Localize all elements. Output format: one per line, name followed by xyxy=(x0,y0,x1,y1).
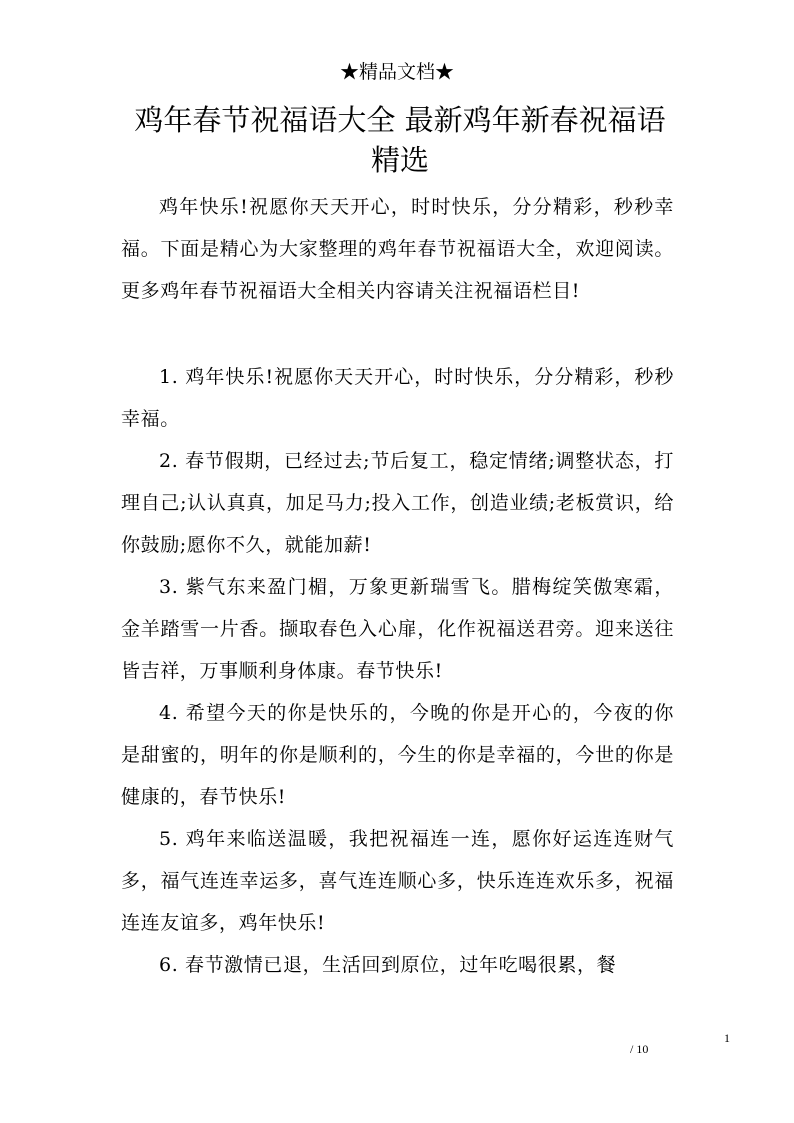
document-header-mark: ★精品文档★ xyxy=(339,61,454,83)
blessing-item-5: 5. 鸡年来临送温暖，我把祝福连一连，愿你好运连连财气多，福气连连幸运多，喜气连连顺心多，快乐连连欢乐多，祝福连连友谊多，鸡年快乐! xyxy=(121,828,674,934)
blessing-item-1: 1. 鸡年快乐!祝愿你天天开心，时时快乐，分分精彩，秒秒幸福。 xyxy=(121,366,674,430)
document-title: 鸡年春节祝福语大全 最新鸡年新春祝福语精选 xyxy=(134,103,666,177)
blessing-item-6: 6. 春节激情已退，生活回到原位，过年吃喝很累，餐 xyxy=(159,954,617,976)
blessing-item-3: 3. 紫气东来盈门楣，万象更新瑞雪飞。腊梅绽笑傲寒霜，金羊踏雪一片香。撷取春色入心扉，化作祝福送君旁。迎来送往皆吉祥，万事顺利身体康。春节快乐! xyxy=(121,576,674,682)
blessing-item-2: 2. 春节假期，已经过去;节后复工，稳定情绪;调整状态，打理自己;认认真真，加足马力;投入工作，创造业绩;老板赏识，给你鼓励;愿你不久，就能加薪! xyxy=(121,450,674,556)
intro-paragraph: 鸡年快乐!祝愿你天天开心，时时快乐，分分精彩，秒秒幸福。下面是精心为大家整理的鸡年春节祝福语大全，欢迎阅读。更多鸡年春节祝福语大全相关内容请关注祝福语栏目! xyxy=(121,196,674,302)
page-number: 1 xyxy=(724,1031,730,1045)
document-body xyxy=(121,186,674,986)
blessing-item-4: 4. 希望今天的你是快乐的，今晚的你是开心的，今夜的你是甜蜜的，明年的你是顺利的，今生的你是幸福的，今世的你是健康的，春节快乐! xyxy=(121,702,674,808)
page-count: / 10 xyxy=(630,1042,649,1056)
